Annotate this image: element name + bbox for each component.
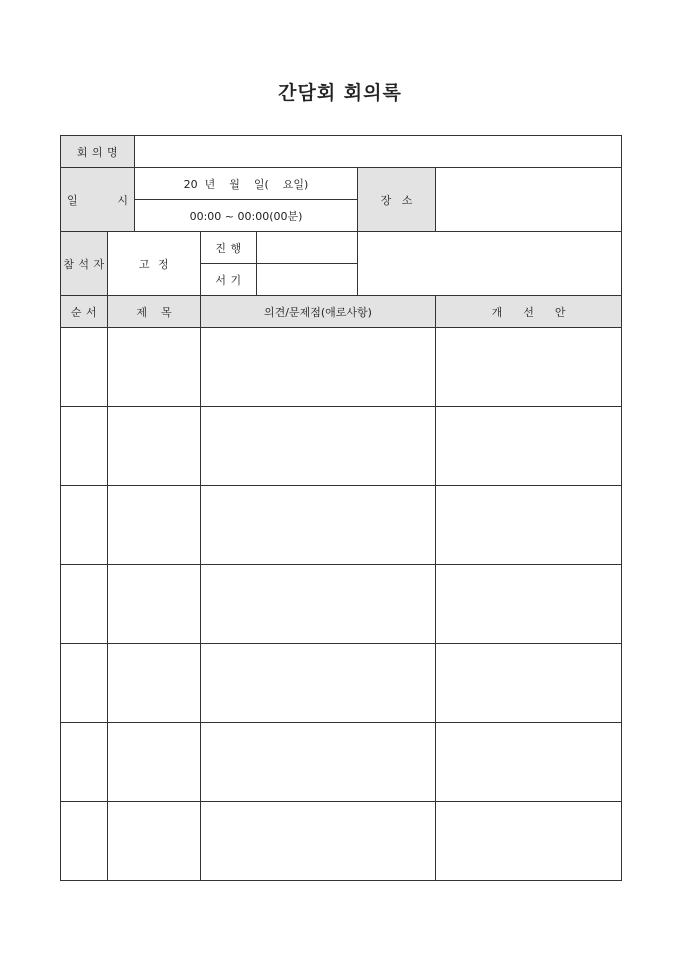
page-title: 간담회 회의록	[278, 82, 402, 104]
minutes-form	[60, 135, 622, 881]
date-field[interactable]: 20 년 월 일( 요일)	[135, 168, 358, 200]
header-order: 순 서	[61, 296, 108, 328]
table-row	[61, 644, 622, 723]
subject-cell[interactable]	[108, 802, 201, 881]
meeting-name-field[interactable]	[135, 136, 622, 168]
subject-cell[interactable]	[108, 644, 201, 723]
improvement-cell[interactable]	[436, 644, 622, 723]
table-row	[61, 486, 622, 565]
opinion-cell[interactable]	[201, 802, 436, 881]
opinion-cell[interactable]	[201, 486, 436, 565]
table-row	[61, 723, 622, 802]
subject-cell[interactable]	[108, 565, 201, 644]
opinion-cell[interactable]	[201, 328, 436, 407]
subject-cell[interactable]	[108, 328, 201, 407]
datetime-label	[61, 168, 135, 232]
table-row	[61, 802, 622, 881]
improvement-cell[interactable]	[436, 407, 622, 486]
order-cell[interactable]	[61, 723, 108, 802]
order-cell[interactable]	[61, 407, 108, 486]
table-row	[61, 328, 622, 407]
opinion-cell[interactable]	[201, 407, 436, 486]
order-cell[interactable]	[61, 328, 108, 407]
place-label: 장 소	[358, 168, 436, 232]
improvement-cell[interactable]	[436, 328, 622, 407]
datetime-label-part: 시	[117, 193, 128, 207]
attendees-label: 참 석 자	[61, 232, 108, 296]
header-improvement: 개 선 안	[436, 296, 622, 328]
opinion-cell[interactable]	[201, 565, 436, 644]
improvement-cell[interactable]	[436, 802, 622, 881]
attendees-fixed-label: 고 정	[108, 232, 201, 296]
order-cell[interactable]	[61, 644, 108, 723]
progress-label: 진 행	[201, 232, 257, 264]
order-cell[interactable]	[61, 486, 108, 565]
header-opinion: 의견/문제점(애로사항)	[201, 296, 436, 328]
meeting-name-label: 회 의 명	[61, 136, 135, 168]
progress-field[interactable]	[257, 232, 358, 264]
datetime-label-part: 일	[67, 193, 78, 207]
subject-cell[interactable]	[108, 407, 201, 486]
opinion-cell[interactable]	[201, 644, 436, 723]
improvement-cell[interactable]	[436, 565, 622, 644]
opinion-cell[interactable]	[201, 723, 436, 802]
header-subject: 제 목	[108, 296, 201, 328]
subject-cell[interactable]	[108, 723, 201, 802]
table-row	[61, 565, 622, 644]
table-row	[61, 407, 622, 486]
place-field[interactable]	[436, 168, 622, 232]
clerk-label: 서 기	[201, 264, 257, 296]
improvement-cell[interactable]	[436, 723, 622, 802]
time-field[interactable]: 00:00 ~ 00:00(00분)	[135, 200, 358, 232]
clerk-field[interactable]	[257, 264, 358, 296]
improvement-cell[interactable]	[436, 486, 622, 565]
order-cell[interactable]	[61, 565, 108, 644]
order-cell[interactable]	[61, 802, 108, 881]
other-attendees-field[interactable]	[358, 232, 622, 296]
subject-cell[interactable]	[108, 486, 201, 565]
